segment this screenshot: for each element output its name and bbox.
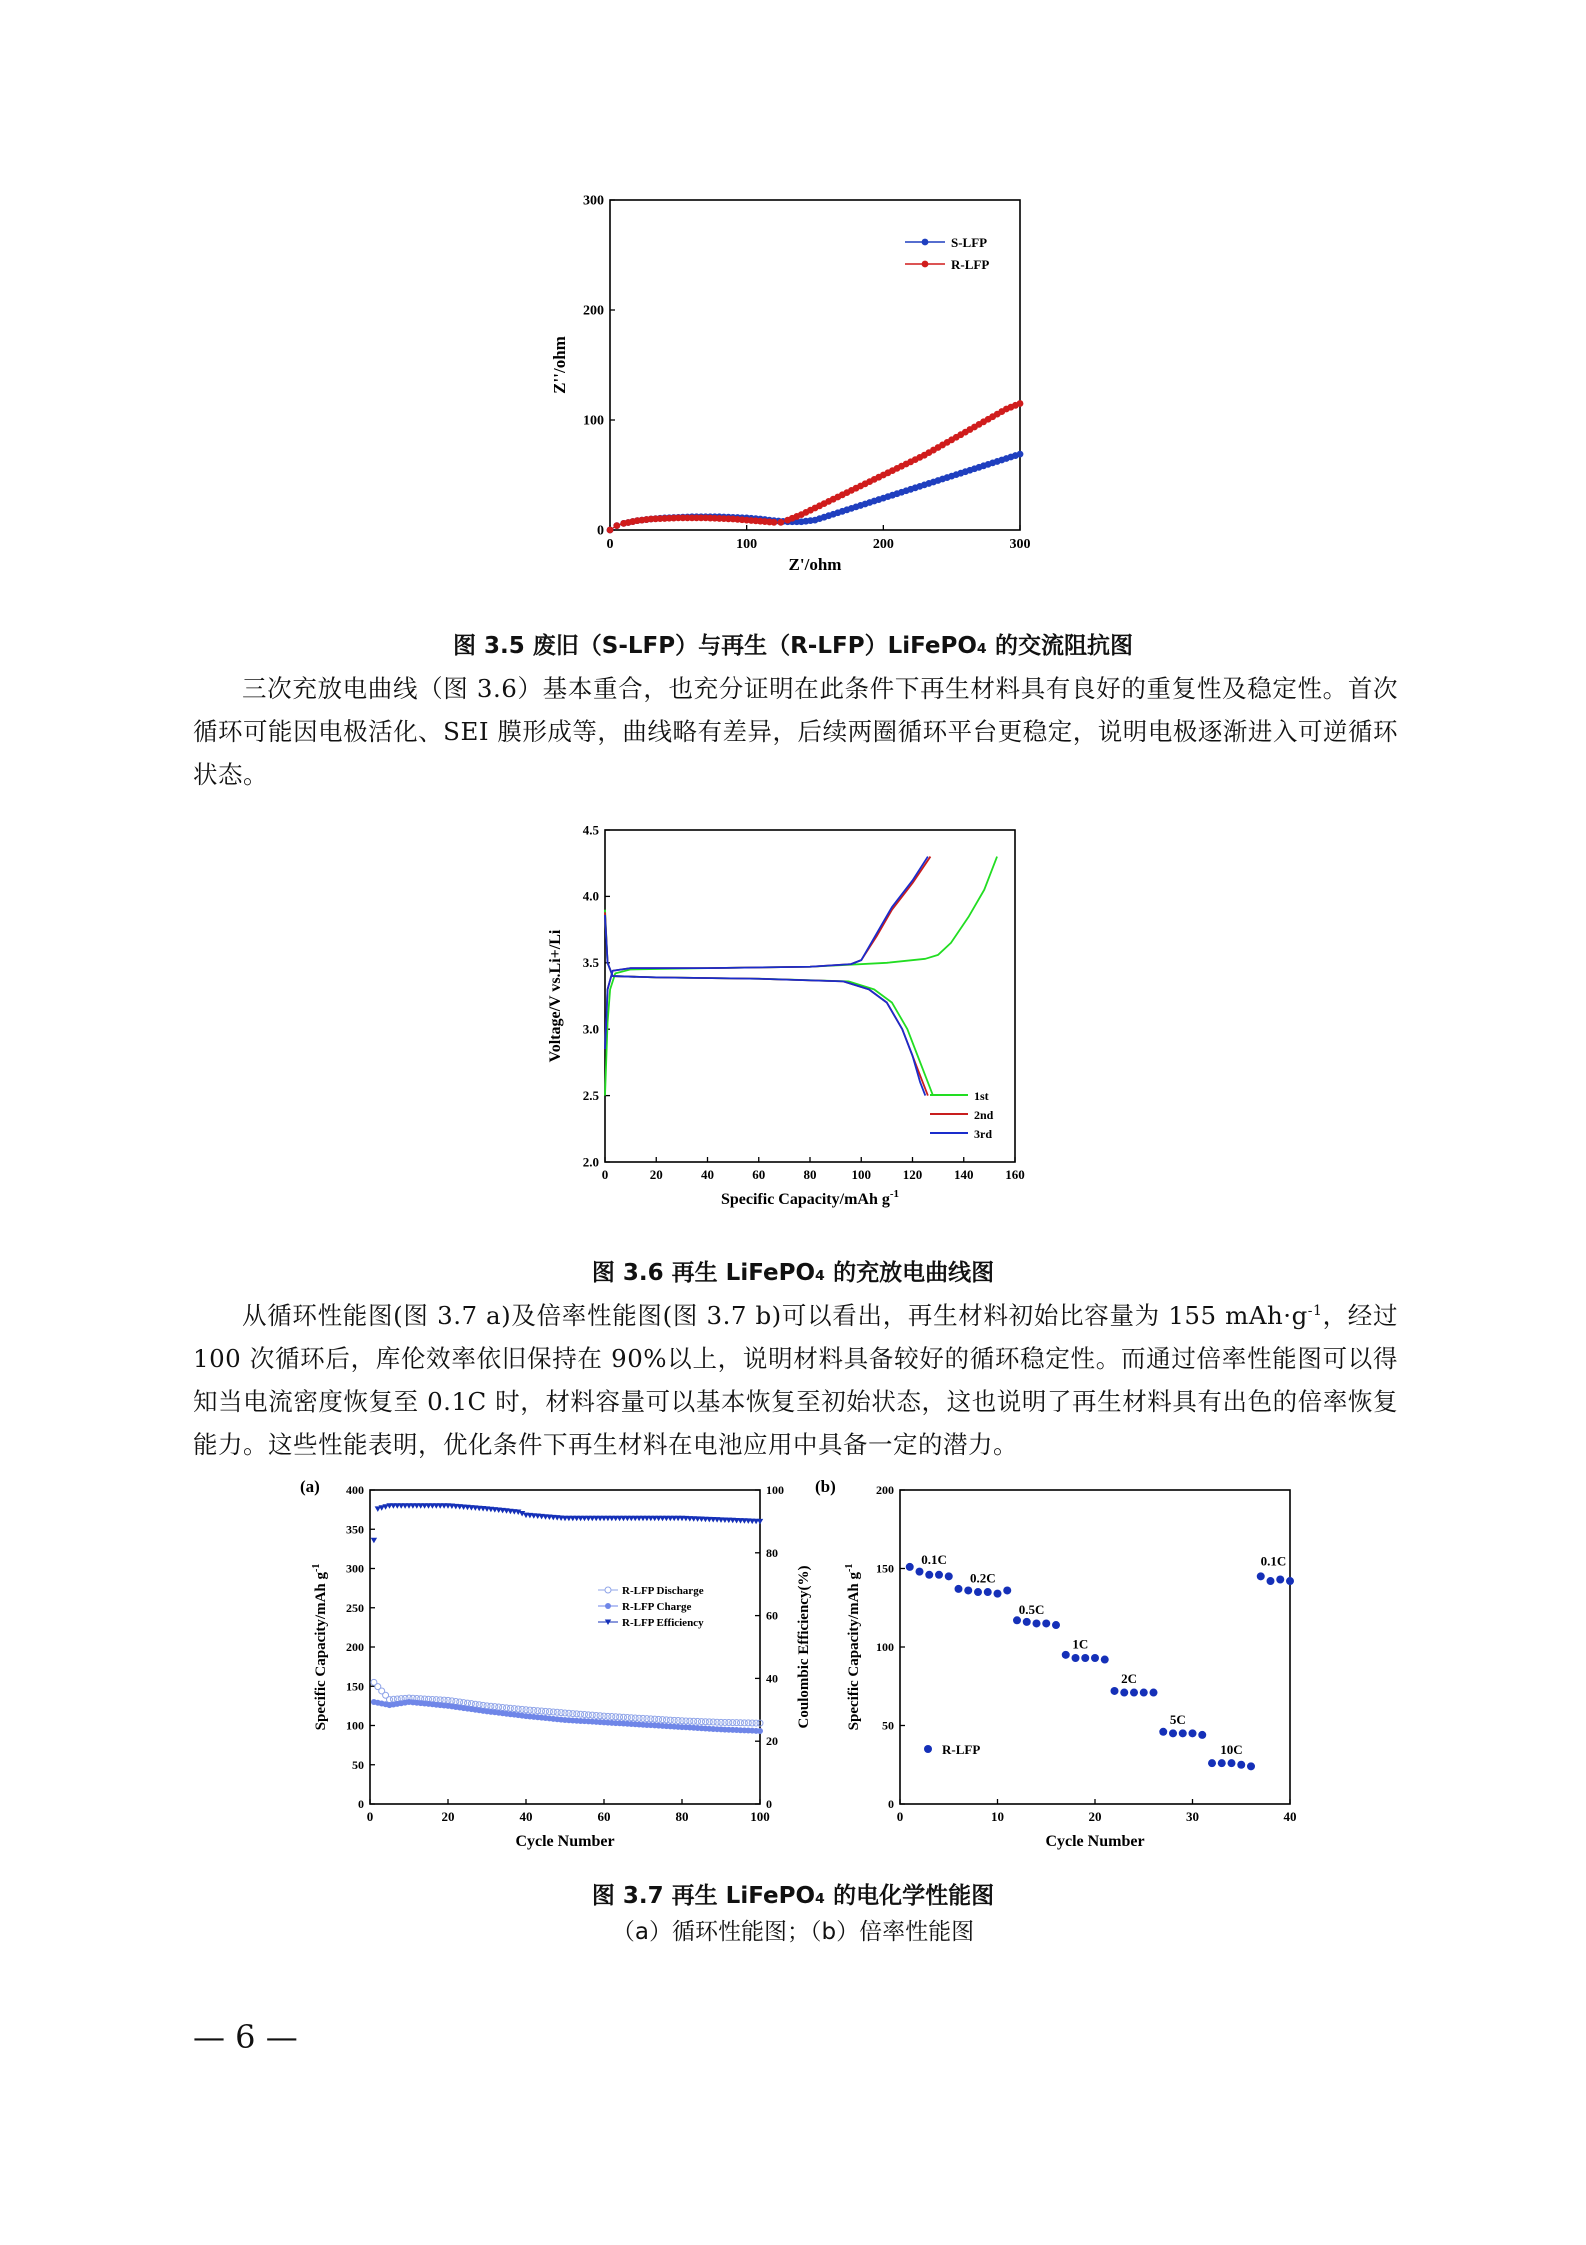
- f36-xlabel-sup: -1: [889, 1188, 900, 1200]
- figure-3-6-caption: 图 3.6 再生 LiFePO₄ 的充放电曲线图: [591, 1260, 995, 1286]
- f37b-point: [1267, 1577, 1275, 1585]
- f37a-right-ytick-label: 60: [766, 1608, 778, 1623]
- f37a-ylabel-right: Coulombic Efficiency(%): [796, 1565, 812, 1729]
- f37a-ytick-label: 350: [346, 1522, 364, 1537]
- f37b-xtick-label: 40: [1283, 1809, 1297, 1824]
- f37b-point: [1052, 1621, 1060, 1629]
- f37a-ytick-label: 400: [346, 1483, 364, 1497]
- f35-ylabel: Z''/ohm: [550, 336, 569, 394]
- f37b-panel-label: (b): [815, 1477, 836, 1496]
- f37b-point: [1228, 1759, 1236, 1767]
- f36-curve-2nd-charge: [605, 857, 930, 1050]
- f37b-xtick-label: 20: [1088, 1809, 1102, 1824]
- f37b-legend-marker: [924, 1745, 932, 1753]
- f37b-point: [974, 1588, 982, 1596]
- f37a-xtick-label: 40: [519, 1809, 533, 1824]
- f37b-point: [906, 1563, 914, 1571]
- f37a-ytick-label: 300: [346, 1561, 364, 1576]
- f37b-point: [1013, 1616, 1021, 1624]
- f37a-xlabel: Cycle Number: [515, 1833, 615, 1850]
- f35-ytick-label: 300: [583, 193, 604, 209]
- f36-xtick-label: 80: [803, 1167, 817, 1182]
- f37b-point: [1208, 1759, 1216, 1767]
- f37b-point: [1072, 1654, 1080, 1662]
- f35-legend-label: S-LFP: [951, 235, 988, 250]
- f37b-point: [1159, 1728, 1167, 1736]
- f37a-point-efficiency: [757, 1519, 763, 1525]
- f35-point-R-LFP: [607, 527, 614, 534]
- f35-legend-marker: [922, 261, 929, 268]
- f36-legend-label: 3rd: [974, 1127, 992, 1141]
- f37b-point: [1120, 1689, 1128, 1697]
- f36-legend-label: 1st: [974, 1089, 989, 1103]
- f35-point-S-LFP: [1017, 451, 1024, 458]
- f37b-point: [1189, 1729, 1197, 1737]
- f35-xtick-label: 0: [606, 537, 614, 552]
- figure-3-5-chart: [540, 180, 1040, 600]
- f37a-point-efficiency: [371, 1538, 377, 1544]
- f36-curve-1st-discharge: [605, 910, 933, 1096]
- paragraph-1: 三次充放电曲线（图 3.6）基本重合，也充分证明在此条件下再生材料具有良好的重复性及稳定性。首次循环可能因电极活化、SEI 膜形成等，曲线略有差异，后续两圈循环平台更稳定，说明电极逐渐进入可逆循环状态。: [193, 674, 1398, 789]
- f36-curve-1st-charge: [605, 857, 997, 1096]
- f37b-point: [984, 1588, 992, 1596]
- f37a-point-charge: [757, 1728, 763, 1734]
- figure-3-7b-chart: [815, 1472, 1315, 1872]
- f36-ylabel: Voltage/V vs.Li+/Li: [547, 929, 564, 1063]
- f35-ytick-label: 0: [597, 523, 604, 539]
- f37a-ytick-label: 50: [352, 1757, 364, 1772]
- f37a-legend-marker: [605, 1587, 611, 1593]
- f37b-legend-label: R-LFP: [942, 1742, 981, 1757]
- f37b-ytick-label: 200: [876, 1483, 894, 1497]
- f36-curve-3rd-charge: [605, 857, 928, 1050]
- f37b-point: [1003, 1586, 1011, 1594]
- f37b-ytick-label: 100: [876, 1640, 894, 1654]
- f37a-ylabel-left: Specific Capacity/mAh $g^{-1}$: [311, 1563, 329, 1731]
- f37b-rate-annotation: 0.5C: [1018, 1602, 1045, 1618]
- f36-xtick-label: 140: [954, 1167, 974, 1182]
- f36-plot-frame: [605, 830, 1015, 1162]
- f36-xtick-label: 120: [902, 1167, 923, 1182]
- f37b-point: [1286, 1577, 1294, 1585]
- f37b-rate-annotation: 0.2C: [970, 1570, 996, 1586]
- f37a-plot-frame: [370, 1490, 760, 1804]
- f35-xtick-label: 100: [736, 537, 758, 552]
- f35-point-R-LFP: [613, 522, 620, 529]
- f37a-ytick-label: 0: [358, 1797, 364, 1811]
- f37b-point: [1033, 1619, 1041, 1627]
- f36-ytick-label: 3.0: [582, 1021, 599, 1037]
- f37b-ytick-label: 0: [888, 1797, 894, 1811]
- f36-xtick-label: 20: [649, 1167, 663, 1182]
- f37a-xtick-label: 0: [366, 1809, 374, 1824]
- f35-ytick-label: 200: [583, 303, 604, 319]
- f37a-right-ytick-label: 20: [766, 1734, 778, 1749]
- f36-ytick-label: 2.5: [582, 1087, 599, 1103]
- f36-curve-2nd-discharge: [605, 912, 928, 1095]
- f37b-rate-annotation: 5C: [1169, 1711, 1186, 1727]
- f37a-legend-label: R-LFP Charge: [622, 1601, 692, 1613]
- f36-ytick-label: 4.0: [582, 888, 599, 904]
- f37b-rate-annotation: 1C: [1072, 1636, 1089, 1652]
- f37b-point: [1062, 1651, 1070, 1659]
- f37a-right-ytick-label: 80: [766, 1545, 778, 1560]
- f37b-rate-annotation: 2C: [1121, 1671, 1138, 1687]
- paragraph-2: [193, 1294, 1398, 1466]
- f37a-xtick-label: 60: [597, 1809, 611, 1824]
- f37b-point: [1247, 1762, 1255, 1770]
- f37b-point: [1140, 1689, 1148, 1697]
- f36-xtick-label: 160: [1005, 1167, 1025, 1182]
- figure-3-7-subcaption: （a）循环性能图；（b）倍率性能图: [611, 1919, 975, 1945]
- f37b-point: [955, 1585, 963, 1593]
- figure-3-5-caption: 图 3.5 废旧（S-LFP）与再生（R-LFP）LiFePO₄ 的交流阻抗图: [453, 633, 1133, 659]
- f36-ytick-label: 3.5: [582, 955, 599, 971]
- f36-xtick-label: 40: [701, 1167, 714, 1182]
- paragraph-2-sup: -1: [1307, 1302, 1323, 1319]
- f37b-point: [1257, 1572, 1265, 1580]
- f37b-point: [1198, 1731, 1206, 1739]
- f37a-ylabel-left-sup: -1: [311, 1563, 322, 1573]
- f37a-ytick-label: 100: [346, 1718, 364, 1733]
- f36-xtick-label: 0: [601, 1167, 609, 1182]
- f37a-panel-label: (a): [300, 1477, 320, 1496]
- f37a-xtick-label: 100: [750, 1809, 770, 1824]
- f36-ytick-label: 4.5: [582, 822, 599, 838]
- f37a-legend-label: R-LFP Efficiency: [622, 1617, 704, 1629]
- f37a-ytick-label: 150: [346, 1679, 364, 1694]
- f35-ytick-label: 100: [583, 413, 604, 429]
- figure-3-7a-chart: [300, 1472, 810, 1872]
- f37a-xtick-label: 80: [675, 1809, 689, 1824]
- f36-ytick-label: 2.0: [582, 1154, 599, 1170]
- f37b-point: [916, 1568, 924, 1576]
- f35-xlabel: Z'/ohm: [788, 555, 842, 574]
- f37b-ylabel-sup: -1: [844, 1563, 855, 1573]
- f37a-xtick-label: 20: [441, 1809, 455, 1824]
- f37b-point: [1023, 1618, 1031, 1626]
- f37b-xtick-label: 10: [991, 1809, 1004, 1824]
- f37b-point: [1130, 1689, 1138, 1697]
- f37b-point: [1169, 1729, 1177, 1737]
- f35-point-R-LFP: [777, 519, 784, 526]
- f36-xlabel: Specific Capacity/mAh $g^{-1}$: [720, 1188, 900, 1208]
- f36-xtick-label: 100: [851, 1167, 871, 1182]
- f37b-point: [935, 1571, 943, 1579]
- f37a-ytick-label: 200: [346, 1640, 364, 1654]
- f35-legend-marker: [922, 239, 929, 246]
- f37b-point: [1179, 1729, 1187, 1737]
- f36-curve-3rd-discharge: [605, 915, 925, 1096]
- paragraph-2-part-a: 从循环性能图(图 3.7 a)及倍率性能图(图 3.7 b)可以看出，再生材料初始比容量为 155 mAh·g: [242, 1301, 1308, 1330]
- figure-3-7-caption: 图 3.7 再生 LiFePO₄ 的电化学性能图: [591, 1883, 995, 1909]
- f37b-point: [945, 1572, 953, 1580]
- f37b-point: [1111, 1687, 1119, 1695]
- f35-xtick-label: 200: [872, 537, 894, 552]
- f37b-point: [964, 1586, 972, 1594]
- f37b-point: [1218, 1759, 1226, 1767]
- f37b-point: [1081, 1654, 1089, 1662]
- f37a-ytick-label: 250: [346, 1600, 364, 1615]
- f37b-ytick-label: 150: [876, 1561, 894, 1576]
- f37b-point: [1042, 1619, 1050, 1627]
- f37a-legend-label: R-LFP Discharge: [622, 1585, 704, 1597]
- f37b-point: [1150, 1689, 1158, 1697]
- f35-point-R-LFP: [1017, 400, 1024, 407]
- f37b-rate-annotation: 0.1C: [1260, 1553, 1287, 1569]
- f37b-xlabel: Cycle Number: [1045, 1833, 1145, 1850]
- f36-legend-label: 2nd: [974, 1108, 994, 1122]
- figure-3-6-chart: [540, 812, 1060, 1242]
- f37a-right-ytick-label: 0: [766, 1797, 772, 1811]
- f37b-rate-annotation: 10C: [1220, 1741, 1243, 1757]
- f37b-point: [925, 1571, 933, 1579]
- f37a-legend-marker: [605, 1603, 611, 1609]
- f37b-point: [1101, 1656, 1109, 1664]
- f37b-ylabel: Specific Capacity/mAh $g^{-1}$: [844, 1563, 862, 1731]
- f37b-point: [1237, 1761, 1245, 1769]
- paragraph-2-part-b: ，经过 100 次循环后，库伦效率依旧保持在 90%以上，说明材料具备较好的循环稳定性。而通过倍率性能图可以得知当电流密度恢复至 0.1C 时，材料容量可以基本恢复至初始状态，这也说明了再生材料具有出色的倍率恢复能力。这些性能表明，优化条件下再生材料在电池应用中具备一定的潜力。: [193, 1301, 1398, 1459]
- f37b-xtick-label: 30: [1186, 1809, 1199, 1824]
- f37b-point: [1276, 1575, 1284, 1583]
- f37b-ytick-label: 50: [882, 1718, 894, 1733]
- f35-point-R-LFP: [771, 519, 778, 526]
- f35-legend-label: R-LFP: [951, 257, 990, 272]
- f37b-xtick-label: 0: [896, 1809, 904, 1824]
- f36-xtick-label: 60: [752, 1167, 766, 1182]
- f37b-point: [994, 1590, 1002, 1598]
- f37b-point: [1091, 1654, 1099, 1662]
- page-number: — 6 —: [193, 2018, 298, 2056]
- f37a-right-ytick-label: 40: [766, 1671, 778, 1686]
- f37a-right-ytick-label: 100: [766, 1483, 784, 1497]
- f37b-rate-annotation: 0.1C: [921, 1551, 947, 1567]
- f35-xtick-label: 300: [1009, 537, 1031, 552]
